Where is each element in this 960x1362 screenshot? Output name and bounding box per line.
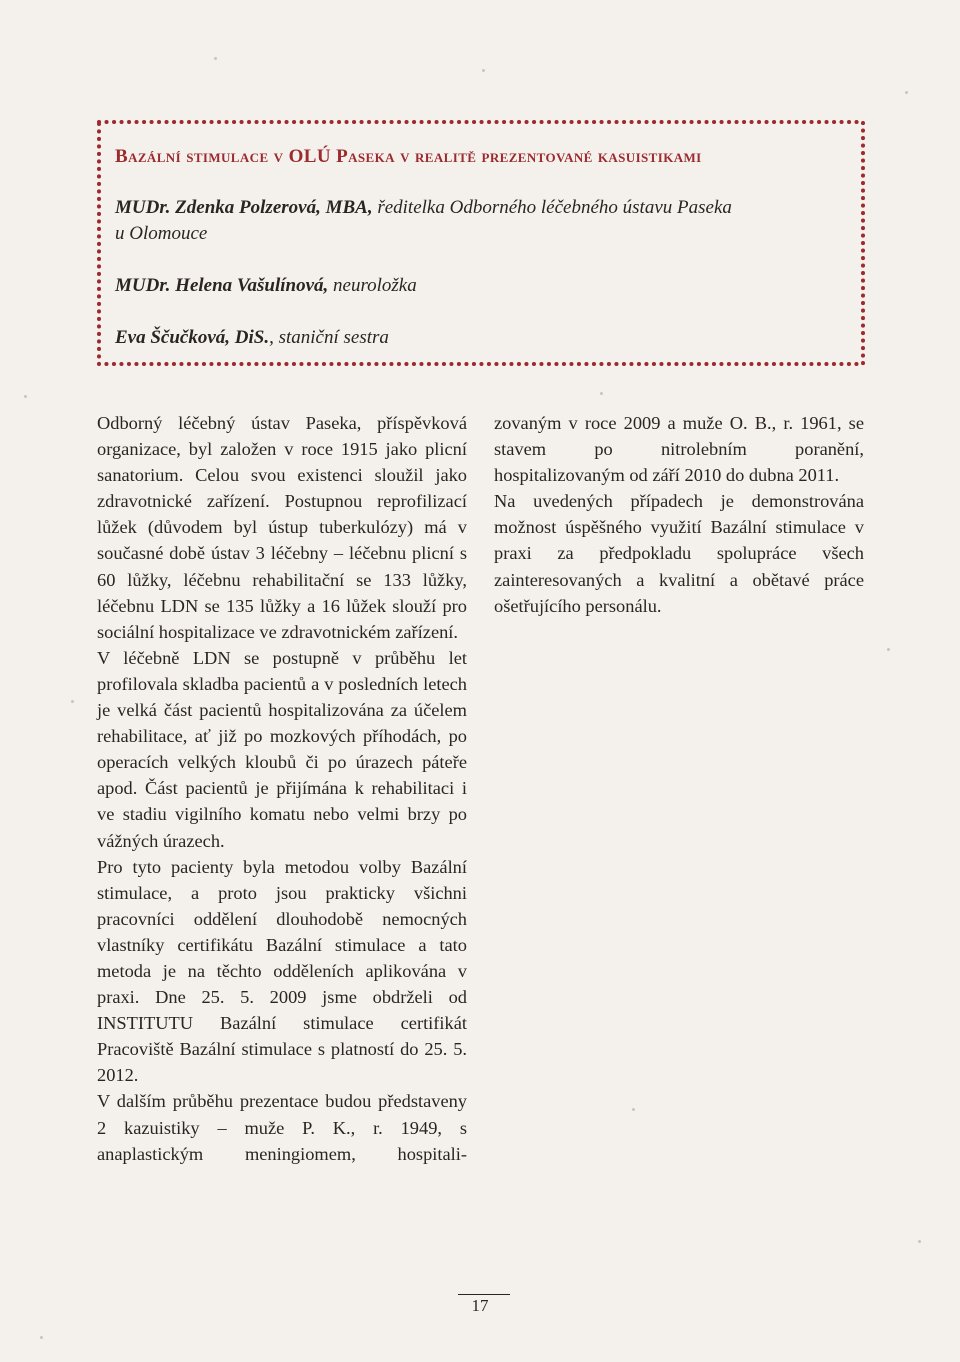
paragraph-ldn: V léčebně LDN se postupně v průběhu let profilovala skladba pacientů a v posledních letech je velká část pacientů hospitalizována za účelem rehabilitace, ať již po mozkových příhodách, po operacích velkých kloubů či po úrazech páteře apod. Část pacientů je přijímána k rehabilitaci i ve stadiu vigilního komatu nebo velmi brzy po vážných úrazech. xyxy=(97,647,467,851)
author-vasulinova xyxy=(115,273,835,299)
paragraph-conclusion: Na uvedených případech je demonstrována možnost úspěšného využití Bazální stimulace v praxi za předpokladu spolupráce všech zainteresovaných a kvalitní a obětavé práce ošetřujícího personálu. xyxy=(494,491,864,616)
paragraph-certificate: Pro tyto pacienty byla metodou volby Bazální stimulace, a proto jsou prakticky všichni pracovníci oddělení dlouhodobě nemocných vlastníky certifikátu Bazální stimulace a tato metoda je na těchto odděleních aplikována v praxi. Dne 25. 5. 2009 jsme obdrželi od INSTITUTU Bazální stimulace certifikát Pracoviště Bazální stimulace s platností do 25. 5. 2012. xyxy=(97,856,467,1086)
paper-speck xyxy=(918,1240,921,1243)
article-column-left xyxy=(97,410,467,1167)
paper-speck xyxy=(482,69,485,72)
paper-speck xyxy=(40,1336,43,1339)
author-name: MUDr. Helena Vašulínová, xyxy=(115,275,329,296)
article-title: Bazální stimulace v OLÚ Paseka v realitě prezentované kasuistikami xyxy=(115,146,702,167)
paper-speck xyxy=(214,57,217,60)
paper-speck xyxy=(71,700,74,703)
paper-speck xyxy=(600,392,603,395)
author-role: ředitelka Odborného léčebného ústavu Paseka xyxy=(372,197,732,218)
paragraph-history: Odborný léčebný ústav Paseka, příspěvková organizace, byl založen v roce 1915 jako plicní sanatorium. Celou svou existenci sloužil jako zdravotnické zařízení. Postupnou reprofilizací lůžek (důvodem byl ústup tuberkulózy) má v současné době ústav 3 léčebny – léčebnu plicní s 60 lůžky, léčebnu rehabilitační se 133 lůžky, léčebnu LDN se 135 lůžky a 16 lůžek slouží pro sociální hospitalizace ve zdravotnickém zařízení. xyxy=(97,413,467,642)
paper-speck xyxy=(24,395,27,398)
author-polzerova xyxy=(115,195,835,247)
paper-speck xyxy=(632,1108,635,1111)
page-number: 17 xyxy=(471,1296,489,1315)
author-name: MUDr. Zdenka Polzerová, MBA, xyxy=(115,197,373,218)
paragraph-case-continued: zovaným v roce 2009 a muže O. B., r. 1961, se stavem po nitrolebním poranění, hospitalizovaným od září 2010 do dubna 2011. xyxy=(494,413,864,486)
paragraph-case-intro: V dalším průběhu prezentace budou představeny 2 kazuistiky – muže P. K., r. 1949, s anaplastickým meningiomem, hospitali- xyxy=(97,1091,467,1164)
author-role: , staniční sestra xyxy=(269,327,389,348)
author-name: Eva Ščučková, DiS. xyxy=(115,327,270,348)
article-column-right xyxy=(494,410,864,619)
page-number-rule xyxy=(458,1294,510,1295)
header-box xyxy=(97,120,865,366)
author-scuckova xyxy=(115,325,835,351)
paper-speck xyxy=(905,91,908,94)
paper-speck xyxy=(887,648,890,651)
author-role-continued: u Olomouce xyxy=(115,223,208,244)
author-role: neuroložka xyxy=(328,275,417,296)
